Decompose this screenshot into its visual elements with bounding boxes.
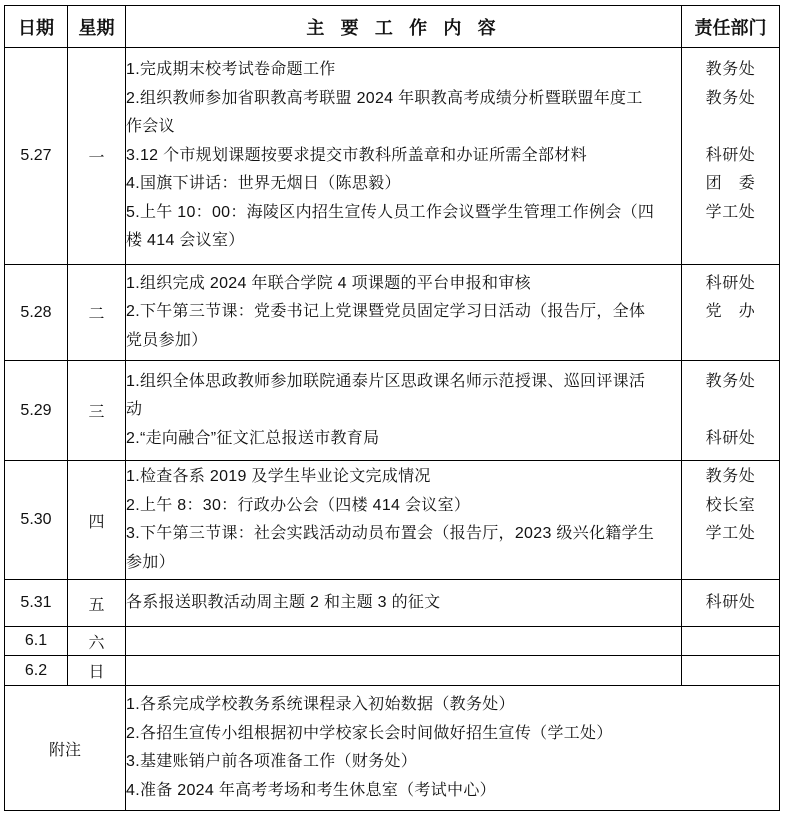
content-line: 1.检查各系 2019 及学生毕业论文完成情况 <box>126 468 431 485</box>
content-line: 2.“走向融合”征文汇总报送市教育局 <box>126 429 380 447</box>
content-line: 3.下午第三节课：社会实践活动动员布置会（报告厅，2023 级兴化籍学生 <box>126 525 655 542</box>
date-cell: 5.30 <box>5 461 68 580</box>
department-cell <box>682 265 780 361</box>
header-date: 日期 <box>5 6 68 48</box>
weekday-cell: 日 <box>68 656 126 686</box>
weekday-cell: 六 <box>68 627 126 656</box>
department-label: 科研处 <box>705 146 756 164</box>
schedule-row <box>5 461 780 580</box>
notes-label: 附注 <box>5 686 126 811</box>
notes-row <box>5 686 780 811</box>
weekly-schedule-table <box>4 5 780 811</box>
note-line: 4.准备 2024 年高考考场和考生休息室（考试中心） <box>126 781 496 799</box>
content-line: 2.下午第三节课：党委书记上党课暨党员固定学习日活动（报告厅，全体 <box>126 303 646 321</box>
department-label: 团 委 <box>705 175 756 193</box>
content-cell <box>126 461 682 580</box>
content-cell <box>126 265 682 361</box>
department-cell <box>682 580 780 627</box>
note-line: 2.各招生宣传小组根据初中学校家长会时间做好招生宣传（学工处） <box>126 724 613 742</box>
content-line: 动 <box>126 401 143 419</box>
schedule-row <box>5 48 780 265</box>
date-cell: 5.27 <box>5 48 68 265</box>
content-line: 1.组织完成 2024 年联合学院 4 项课题的平台申报和审核 <box>126 274 531 292</box>
department-label: 学工处 <box>705 525 756 542</box>
department-label: 科研处 <box>705 429 756 447</box>
content-line: 2.上午 8：30：行政办公会（四楼 414 会议室） <box>126 496 471 514</box>
note-line: 1.各系完成学校教务系统课程录入初始数据（教务处） <box>126 696 515 713</box>
weekday-cell: 三 <box>68 361 126 461</box>
department-label: 校长室 <box>705 496 756 514</box>
schedule-row <box>5 265 780 361</box>
date-cell: 5.29 <box>5 361 68 461</box>
content-line: 作会议 <box>126 118 175 136</box>
department-cell <box>682 627 780 656</box>
department-label <box>682 113 779 142</box>
weekday-cell: 一 <box>68 48 126 265</box>
weekday-cell: 四 <box>68 461 126 580</box>
department-label: 科研处 <box>705 274 756 292</box>
schedule-row <box>5 580 780 627</box>
date-cell: 5.28 <box>5 265 68 361</box>
header-weekday: 星期 <box>68 6 126 48</box>
content-cell <box>126 580 682 627</box>
weekday-cell: 二 <box>68 265 126 361</box>
content-cell <box>126 627 682 656</box>
department-label: 教务处 <box>705 89 756 107</box>
header-content: 主 要 工 作 内 容 <box>126 6 682 48</box>
notes-content-cell <box>126 686 780 811</box>
date-cell: 6.2 <box>5 656 68 686</box>
content-cell <box>126 361 682 461</box>
date-cell: 5.31 <box>5 580 68 627</box>
department-label: 学工处 <box>705 203 756 221</box>
header-department: 责任部门 <box>682 6 780 48</box>
content-line: 1.完成期末校考试卷命题工作 <box>126 61 336 79</box>
weekday-cell: 五 <box>68 580 126 627</box>
schedule-row <box>5 656 780 686</box>
department-cell <box>682 461 780 580</box>
department-label <box>682 396 779 425</box>
content-line: 参加） <box>126 553 175 571</box>
header-row <box>5 6 780 48</box>
department-label <box>682 549 779 578</box>
content-line: 5.上午 10：00：海陵区内招生宣传人员工作会议暨学生管理工作例会（四 <box>126 203 655 221</box>
note-line: 3.基建账销户前各项准备工作（财务处） <box>126 753 418 770</box>
department-label <box>682 327 779 356</box>
content-line: 党员参加） <box>126 331 208 349</box>
content-cell <box>126 656 682 686</box>
schedule-row <box>5 361 780 461</box>
content-line: 1.组织全体思政教师参加联院通泰片区思政课名师示范授课、巡回评课活 <box>126 372 646 390</box>
date-cell: 6.1 <box>5 627 68 656</box>
content-line: 2.组织教师参加省职教高考联盟 2024 年职教高考成绩分析暨联盟年度工 <box>126 89 643 107</box>
department-cell <box>682 48 780 265</box>
department-label: 教务处 <box>705 372 756 390</box>
department-cell <box>682 361 780 461</box>
department-cell <box>682 656 780 686</box>
department-label: 党 办 <box>705 303 756 321</box>
schedule-row <box>5 627 780 656</box>
department-label <box>682 227 779 256</box>
content-line: 4.国旗下讲话：世界无烟日（陈思毅） <box>126 175 401 193</box>
department-label: 科研处 <box>705 593 756 611</box>
content-line: 3.12 个市规划课题按要求提交市教科所盖章和办证所需全部材料 <box>126 146 587 164</box>
content-line: 各系报送职教活动周主题 2 和主题 3 的征文 <box>126 593 441 611</box>
department-label: 教务处 <box>705 61 756 79</box>
department-label: 教务处 <box>705 468 756 485</box>
content-cell <box>126 48 682 265</box>
content-line: 楼 414 会议室） <box>126 232 245 250</box>
